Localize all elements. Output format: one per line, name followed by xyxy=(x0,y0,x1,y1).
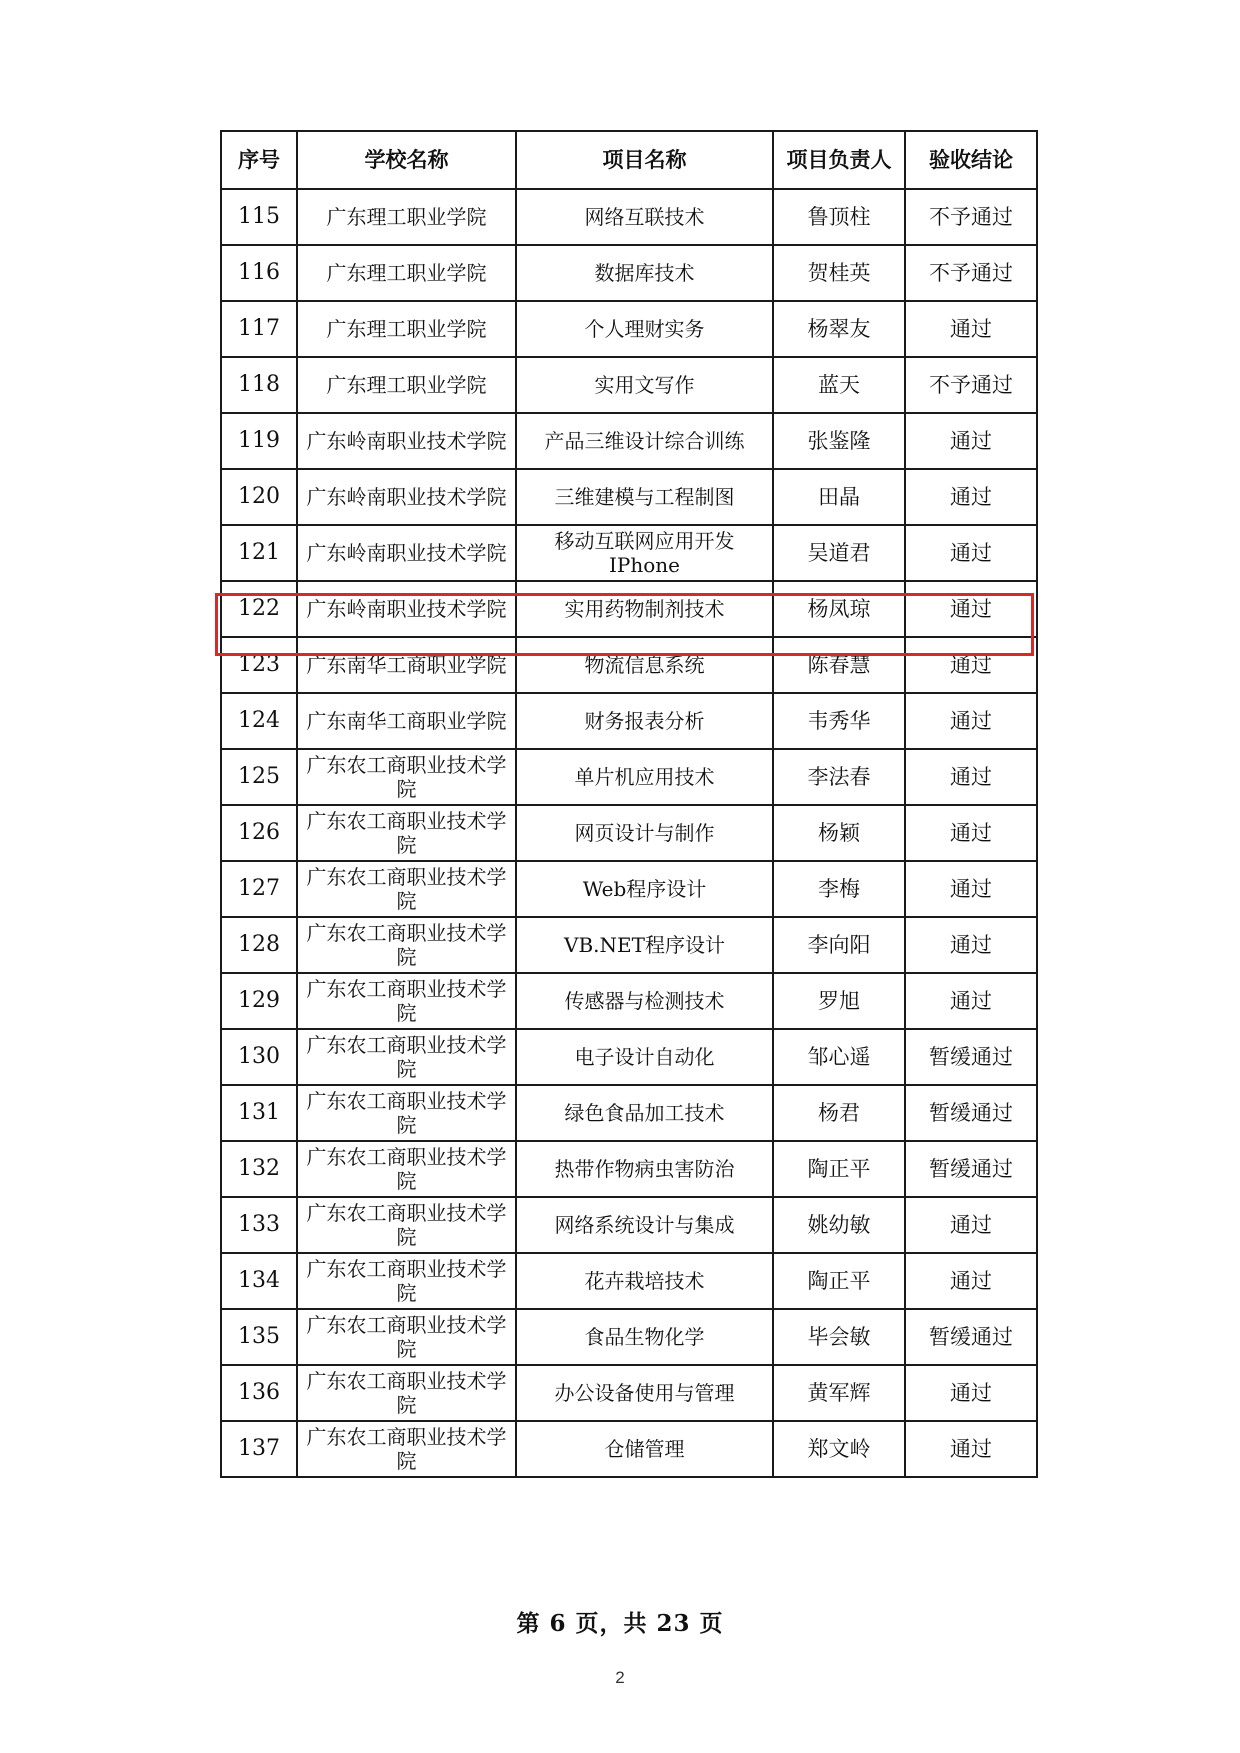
cell-result: 通过 xyxy=(905,1365,1037,1421)
cell-school: 广东农工商职业技术学院 xyxy=(297,1197,516,1253)
table-row xyxy=(221,861,1037,917)
cell-project: 产品三维设计综合训练 xyxy=(516,413,773,469)
table-row xyxy=(221,693,1037,749)
cell-lead: 罗旭 xyxy=(773,973,905,1029)
table-row xyxy=(221,469,1037,525)
cell-school: 广东岭南职业技术学院 xyxy=(297,525,516,581)
cell-result: 通过 xyxy=(905,581,1037,637)
cell-serial: 116 xyxy=(221,245,297,301)
header-serial: 序号 xyxy=(221,131,297,189)
cell-project: 电子设计自动化 xyxy=(516,1029,773,1085)
cell-result: 通过 xyxy=(905,693,1037,749)
cell-lead: 吴道君 xyxy=(773,525,905,581)
cell-project: 网络系统设计与集成 xyxy=(516,1197,773,1253)
cell-result: 通过 xyxy=(905,1421,1037,1477)
cell-project: 网络互联技术 xyxy=(516,189,773,245)
table-row xyxy=(221,301,1037,357)
cell-lead: 李向阳 xyxy=(773,917,905,973)
cell-serial: 135 xyxy=(221,1309,297,1365)
cell-lead: 郑文岭 xyxy=(773,1421,905,1477)
cell-lead: 邹心遥 xyxy=(773,1029,905,1085)
cell-lead: 陈春慧 xyxy=(773,637,905,693)
page-number: 2 xyxy=(615,1668,625,1687)
cell-serial: 128 xyxy=(221,917,297,973)
cell-result: 通过 xyxy=(905,637,1037,693)
cell-school: 广东岭南职业技术学院 xyxy=(297,413,516,469)
table-row xyxy=(221,1365,1037,1421)
cell-serial: 129 xyxy=(221,973,297,1029)
table-row xyxy=(221,1421,1037,1477)
cell-serial: 137 xyxy=(221,1421,297,1477)
cell-result: 通过 xyxy=(905,749,1037,805)
cell-lead: 杨君 xyxy=(773,1085,905,1141)
cell-lead: 鲁顶柱 xyxy=(773,189,905,245)
cell-result: 通过 xyxy=(905,973,1037,1029)
table-row xyxy=(221,413,1037,469)
header-lead: 项目负责人 xyxy=(773,131,905,189)
cell-serial: 132 xyxy=(221,1141,297,1197)
cell-result: 通过 xyxy=(905,1253,1037,1309)
cell-result: 暂缓通过 xyxy=(905,1309,1037,1365)
cell-school: 广东理工职业学院 xyxy=(297,189,516,245)
cell-project: 热带作物病虫害防治 xyxy=(516,1141,773,1197)
cell-serial: 115 xyxy=(221,189,297,245)
cell-school: 广东岭南职业技术学院 xyxy=(297,469,516,525)
table-row xyxy=(221,637,1037,693)
cell-school: 广东农工商职业技术学院 xyxy=(297,1029,516,1085)
cell-serial: 118 xyxy=(221,357,297,413)
cell-serial: 130 xyxy=(221,1029,297,1085)
cell-school: 广东农工商职业技术学院 xyxy=(297,973,516,1029)
cell-lead: 李梅 xyxy=(773,861,905,917)
cell-serial: 131 xyxy=(221,1085,297,1141)
table-row xyxy=(221,973,1037,1029)
table-row xyxy=(221,525,1037,581)
cell-result: 通过 xyxy=(905,301,1037,357)
table-row xyxy=(221,245,1037,301)
cell-school: 广东农工商职业技术学院 xyxy=(297,1421,516,1477)
cell-result: 暂缓通过 xyxy=(905,1141,1037,1197)
cell-project: 个人理财实务 xyxy=(516,301,773,357)
cell-project: 三维建模与工程制图 xyxy=(516,469,773,525)
cell-result: 通过 xyxy=(905,413,1037,469)
cell-project: 网页设计与制作 xyxy=(516,805,773,861)
cell-school: 广东农工商职业技术学院 xyxy=(297,749,516,805)
cell-school: 广东理工职业学院 xyxy=(297,245,516,301)
cell-lead: 田晶 xyxy=(773,469,905,525)
cell-serial: 123 xyxy=(221,637,297,693)
header-school: 学校名称 xyxy=(297,131,516,189)
cell-lead: 陶正平 xyxy=(773,1253,905,1309)
cell-lead: 姚幼敏 xyxy=(773,1197,905,1253)
cell-result: 暂缓通过 xyxy=(905,1029,1037,1085)
header-project: 项目名称 xyxy=(516,131,773,189)
table-row xyxy=(221,1029,1037,1085)
cell-school: 广东理工职业学院 xyxy=(297,301,516,357)
cell-result: 暂缓通过 xyxy=(905,1085,1037,1141)
cell-lead: 贺桂英 xyxy=(773,245,905,301)
cell-lead: 毕会敏 xyxy=(773,1309,905,1365)
cell-result: 通过 xyxy=(905,469,1037,525)
cell-project: 数据库技术 xyxy=(516,245,773,301)
cell-serial: 122 xyxy=(221,581,297,637)
cell-project: 仓储管理 xyxy=(516,1421,773,1477)
table-row xyxy=(221,1085,1037,1141)
table-row xyxy=(221,357,1037,413)
cell-project: 传感器与检测技术 xyxy=(516,973,773,1029)
cell-serial: 120 xyxy=(221,469,297,525)
cell-result: 不予通过 xyxy=(905,189,1037,245)
cell-serial: 127 xyxy=(221,861,297,917)
cell-result: 通过 xyxy=(905,525,1037,581)
cell-project: 单片机应用技术 xyxy=(516,749,773,805)
table-row xyxy=(221,917,1037,973)
cell-project: VB.NET程序设计 xyxy=(516,917,773,973)
cell-serial: 121 xyxy=(221,525,297,581)
cell-lead: 黄军辉 xyxy=(773,1365,905,1421)
cell-project: 移动互联网应用开发IPhone xyxy=(516,525,773,581)
cell-school: 广东农工商职业技术学院 xyxy=(297,1085,516,1141)
cell-school: 广东农工商职业技术学院 xyxy=(297,1141,516,1197)
cell-school: 广东农工商职业技术学院 xyxy=(297,1253,516,1309)
cell-lead: 陶正平 xyxy=(773,1141,905,1197)
table-header-row xyxy=(221,131,1037,189)
cell-school: 广东农工商职业技术学院 xyxy=(297,1309,516,1365)
cell-lead: 杨凤琼 xyxy=(773,581,905,637)
table-row xyxy=(221,189,1037,245)
cell-serial: 124 xyxy=(221,693,297,749)
cell-serial: 126 xyxy=(221,805,297,861)
cell-project: 实用文写作 xyxy=(516,357,773,413)
table-row xyxy=(221,749,1037,805)
table-row xyxy=(221,581,1037,637)
cell-lead: 李法春 xyxy=(773,749,905,805)
cell-result: 不予通过 xyxy=(905,245,1037,301)
header-result: 验收结论 xyxy=(905,131,1037,189)
cell-project: Web程序设计 xyxy=(516,861,773,917)
cell-result: 通过 xyxy=(905,861,1037,917)
table-row xyxy=(221,1253,1037,1309)
cell-result: 通过 xyxy=(905,1197,1037,1253)
cell-serial: 117 xyxy=(221,301,297,357)
table-row xyxy=(221,805,1037,861)
cell-lead: 蓝天 xyxy=(773,357,905,413)
cell-school: 广东农工商职业技术学院 xyxy=(297,861,516,917)
cell-project: 绿色食品加工技术 xyxy=(516,1085,773,1141)
cell-serial: 133 xyxy=(221,1197,297,1253)
cell-school: 广东农工商职业技术学院 xyxy=(297,805,516,861)
cell-project: 食品生物化学 xyxy=(516,1309,773,1365)
cell-school: 广东农工商职业技术学院 xyxy=(297,917,516,973)
cell-serial: 136 xyxy=(221,1365,297,1421)
cell-serial: 119 xyxy=(221,413,297,469)
table-row xyxy=(221,1141,1037,1197)
table-row xyxy=(221,1309,1037,1365)
cell-school: 广东农工商职业技术学院 xyxy=(297,1365,516,1421)
cell-project: 物流信息系统 xyxy=(516,637,773,693)
cell-project: 办公设备使用与管理 xyxy=(516,1365,773,1421)
cell-result: 通过 xyxy=(905,805,1037,861)
cell-result: 不予通过 xyxy=(905,357,1037,413)
cell-serial: 125 xyxy=(221,749,297,805)
cell-project: 花卉栽培技术 xyxy=(516,1253,773,1309)
cell-result: 通过 xyxy=(905,917,1037,973)
table-row xyxy=(221,1197,1037,1253)
acceptance-results-table xyxy=(220,130,1038,1478)
cell-lead: 杨翠友 xyxy=(773,301,905,357)
cell-lead: 张鉴隆 xyxy=(773,413,905,469)
cell-school: 广东南华工商职业学院 xyxy=(297,693,516,749)
page-footer: 第 6 页，共 23 页 xyxy=(516,1610,724,1637)
cell-lead: 韦秀华 xyxy=(773,693,905,749)
cell-project: 实用药物制剂技术 xyxy=(516,581,773,637)
cell-school: 广东理工职业学院 xyxy=(297,357,516,413)
cell-project: 财务报表分析 xyxy=(516,693,773,749)
cell-serial: 134 xyxy=(221,1253,297,1309)
cell-lead: 杨颖 xyxy=(773,805,905,861)
cell-school: 广东南华工商职业学院 xyxy=(297,637,516,693)
table-body xyxy=(221,189,1037,1477)
cell-school: 广东岭南职业技术学院 xyxy=(297,581,516,637)
